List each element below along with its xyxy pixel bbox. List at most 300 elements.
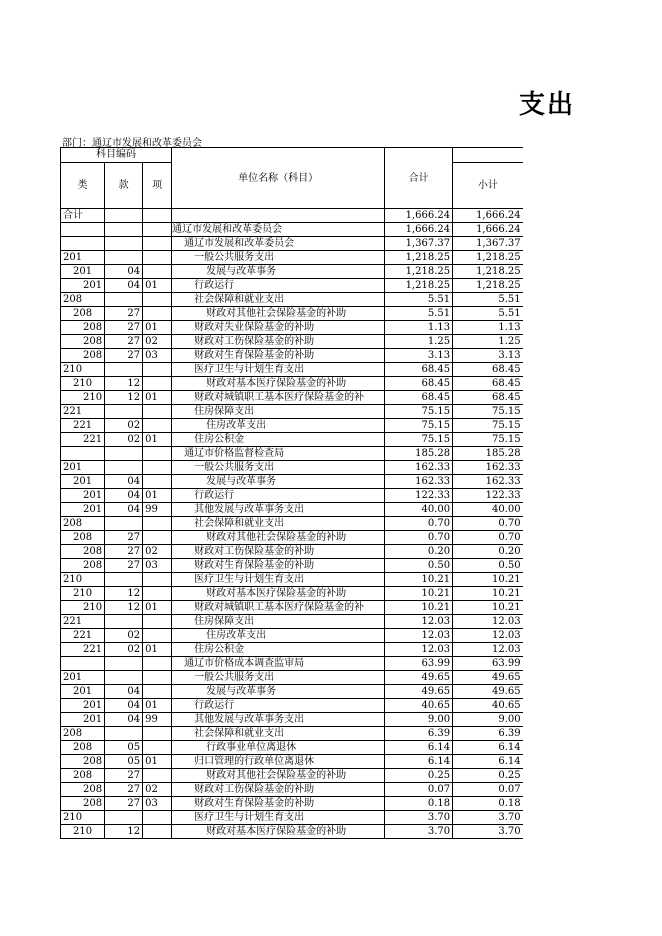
cell-kuan: [105, 517, 143, 531]
cell-xiang: 99: [143, 503, 172, 517]
table-row: [61, 769, 523, 783]
cell-total: 5.51: [385, 307, 453, 321]
cell-kuan: [105, 811, 143, 825]
cell-lei: 201: [61, 489, 105, 503]
cell-kuan: 02: [105, 433, 143, 447]
cell-name: 住房公积金: [172, 643, 385, 657]
cell-lei: [61, 223, 105, 237]
cell-total: 12.03: [385, 643, 453, 657]
cell-subtotal: 10.21: [453, 587, 523, 601]
cell-xiang: 01: [143, 433, 172, 447]
cell-xiang: [143, 419, 172, 433]
table-row: [61, 237, 523, 251]
cell-kuan: 27: [105, 531, 143, 545]
table-row: [61, 433, 523, 447]
table-row: [61, 307, 523, 321]
cell-subtotal: 63.99: [453, 657, 523, 671]
cell-xiang: [143, 657, 172, 671]
cell-name: 社会保障和就业支出: [172, 727, 385, 741]
cell-kuan: 12: [105, 601, 143, 615]
cell-total: 49.65: [385, 685, 453, 699]
cell-lei: 221: [61, 615, 105, 629]
cell-total: 0.25: [385, 769, 453, 783]
cell-subtotal: 1,218.25: [453, 265, 523, 279]
cell-xiang: [143, 461, 172, 475]
cell-kuan: 27: [105, 335, 143, 349]
cell-name: 发展与改革事务: [172, 685, 385, 699]
table-row: [61, 251, 523, 265]
cell-xiang: 02: [143, 783, 172, 797]
table-row: [61, 685, 523, 699]
cell-subtotal: 1,218.25: [453, 279, 523, 293]
cell-kuan: 27: [105, 545, 143, 559]
cell-lei: 201: [61, 475, 105, 489]
cell-lei: 201: [61, 699, 105, 713]
cell-subtotal: 40.65: [453, 699, 523, 713]
cell-xiang: 01: [143, 601, 172, 615]
cell-total: 12.03: [385, 615, 453, 629]
cell-name: 医疗卫生与计划生育支出: [172, 573, 385, 587]
table-row: [61, 825, 523, 839]
cell-kuan: 12: [105, 825, 143, 839]
cell-name: 通辽市发展和改革委员会: [172, 237, 385, 251]
table-row: [61, 629, 523, 643]
cell-name: 其他发展与改革事务支出: [172, 713, 385, 727]
cell-lei: 221: [61, 629, 105, 643]
cell-subtotal: 5.51: [453, 307, 523, 321]
cell-name: 行政运行: [172, 699, 385, 713]
cell-kuan: 05: [105, 755, 143, 769]
cell-subtotal: 0.18: [453, 797, 523, 811]
cell-kuan: 27: [105, 307, 143, 321]
cell-kuan: [105, 293, 143, 307]
department-label: 部门：通辽市发展和改革委员会: [62, 138, 202, 149]
cell-total: 1,666.24: [385, 209, 453, 223]
cell-lei: 208: [61, 335, 105, 349]
cell-xiang: [143, 685, 172, 699]
cell-name: 住房改革支出: [172, 629, 385, 643]
header-total: 合计: [385, 148, 453, 209]
cell-total: 0.70: [385, 531, 453, 545]
cell-kuan: 02: [105, 643, 143, 657]
table-row: [61, 293, 523, 307]
cell-name: 发展与改革事务: [172, 475, 385, 489]
cell-subtotal: 162.33: [453, 475, 523, 489]
table-row: [61, 699, 523, 713]
cell-xiang: 02: [143, 335, 172, 349]
cell-total: 1.25: [385, 335, 453, 349]
table-row: [61, 405, 523, 419]
cell-total: 122.33: [385, 489, 453, 503]
cell-total: 162.33: [385, 461, 453, 475]
cell-xiang: [143, 769, 172, 783]
cell-name: 财政对失业保险基金的补助: [172, 321, 385, 335]
cell-subtotal: 0.70: [453, 531, 523, 545]
cell-lei: 208: [61, 755, 105, 769]
cell-kuan: [105, 447, 143, 461]
cell-kuan: [105, 251, 143, 265]
cell-lei: 210: [61, 825, 105, 839]
cell-xiang: 01: [143, 643, 172, 657]
table-row: [61, 727, 523, 741]
cell-lei: 208: [61, 349, 105, 363]
cell-lei: 221: [61, 405, 105, 419]
cell-lei: 201: [61, 503, 105, 517]
cell-kuan: 27: [105, 349, 143, 363]
cell-lei: 208: [61, 559, 105, 573]
table-row: [61, 657, 523, 671]
cell-xiang: [143, 405, 172, 419]
header-blank: [453, 148, 523, 163]
cell-xiang: [143, 223, 172, 237]
header-subtotal: 小计: [453, 163, 523, 209]
cell-name: 财政对工伤保险基金的补助: [172, 783, 385, 797]
header-code: 科目编码: [61, 148, 172, 163]
cell-total: 5.51: [385, 293, 453, 307]
cell-subtotal: 185.28: [453, 447, 523, 461]
table-row: [61, 489, 523, 503]
cell-lei: 201: [61, 461, 105, 475]
cell-lei: 210: [61, 363, 105, 377]
cell-total: 75.15: [385, 405, 453, 419]
cell-kuan: [105, 223, 143, 237]
table-row: [61, 545, 523, 559]
cell-lei: 210: [61, 377, 105, 391]
cell-name: 一般公共服务支出: [172, 671, 385, 685]
cell-total: 0.50: [385, 559, 453, 573]
table-row: [61, 335, 523, 349]
cell-name: 归口管理的行政单位离退休: [172, 755, 385, 769]
table-row: [61, 671, 523, 685]
cell-kuan: 12: [105, 587, 143, 601]
cell-lei: 221: [61, 419, 105, 433]
cell-subtotal: 40.00: [453, 503, 523, 517]
cell-subtotal: 68.45: [453, 377, 523, 391]
cell-xiang: 02: [143, 545, 172, 559]
cell-xiang: [143, 573, 172, 587]
cell-subtotal: 75.15: [453, 433, 523, 447]
cell-kuan: [105, 573, 143, 587]
cell-name: 财政对基本医疗保险基金的补助: [172, 377, 385, 391]
table-row: [61, 265, 523, 279]
cell-lei: [61, 447, 105, 461]
cell-kuan: [105, 727, 143, 741]
cell-kuan: 27: [105, 797, 143, 811]
cell-total: 75.15: [385, 419, 453, 433]
cell-subtotal: 3.70: [453, 811, 523, 825]
cell-subtotal: 68.45: [453, 391, 523, 405]
cell-total: 40.00: [385, 503, 453, 517]
cell-xiang: 01: [143, 279, 172, 293]
cell-kuan: 04: [105, 685, 143, 699]
cell-total: 75.15: [385, 433, 453, 447]
cell-total: 40.65: [385, 699, 453, 713]
expenditure-table: [60, 147, 523, 839]
cell-total: 6.14: [385, 755, 453, 769]
cell-subtotal: 0.25: [453, 769, 523, 783]
cell-kuan: 02: [105, 629, 143, 643]
table-row: [61, 559, 523, 573]
cell-total: 1,218.25: [385, 279, 453, 293]
cell-xiang: 01: [143, 489, 172, 503]
cell-xiang: [143, 209, 172, 223]
table-row: [61, 377, 523, 391]
table-row: [61, 419, 523, 433]
cell-xiang: [143, 363, 172, 377]
cell-total: 3.13: [385, 349, 453, 363]
cell-xiang: 01: [143, 699, 172, 713]
cell-subtotal: 5.51: [453, 293, 523, 307]
cell-kuan: 04: [105, 713, 143, 727]
table-row: [61, 741, 523, 755]
cell-name: 财政对生育保险基金的补助: [172, 797, 385, 811]
cell-total: 1,218.25: [385, 265, 453, 279]
cell-xiang: 01: [143, 321, 172, 335]
cell-total: 3.70: [385, 811, 453, 825]
cell-total: 3.70: [385, 825, 453, 839]
cell-total: 0.20: [385, 545, 453, 559]
cell-name: 通辽市价格监督检查局: [172, 447, 385, 461]
cell-subtotal: 75.15: [453, 419, 523, 433]
cell-lei: 208: [61, 531, 105, 545]
cell-xiang: [143, 811, 172, 825]
cell-kuan: 12: [105, 391, 143, 405]
cell-name: 社会保障和就业支出: [172, 293, 385, 307]
cell-lei: 合计: [61, 209, 105, 223]
cell-xiang: [143, 307, 172, 321]
cell-kuan: 04: [105, 699, 143, 713]
table-row: [61, 461, 523, 475]
cell-name: 财政对其他社会保险基金的补助: [172, 307, 385, 321]
cell-lei: 208: [61, 517, 105, 531]
cell-lei: 208: [61, 783, 105, 797]
cell-subtotal: 0.70: [453, 517, 523, 531]
cell-subtotal: 10.21: [453, 601, 523, 615]
cell-kuan: [105, 209, 143, 223]
cell-kuan: 27: [105, 321, 143, 335]
cell-total: 0.70: [385, 517, 453, 531]
cell-xiang: [143, 531, 172, 545]
page-title: 支出: [519, 90, 576, 120]
cell-xiang: [143, 237, 172, 251]
cell-name: 通辽市发展和改革委员会: [172, 223, 385, 237]
cell-subtotal: 12.03: [453, 629, 523, 643]
cell-lei: 208: [61, 727, 105, 741]
table-row: [61, 643, 523, 657]
header-lei: 类: [61, 163, 105, 209]
cell-xiang: 03: [143, 797, 172, 811]
cell-subtotal: 1,367.37: [453, 237, 523, 251]
cell-lei: 208: [61, 293, 105, 307]
table-row: [61, 587, 523, 601]
cell-name: 行政运行: [172, 489, 385, 503]
cell-name: 财政对生育保险基金的补助: [172, 349, 385, 363]
cell-xiang: 99: [143, 713, 172, 727]
cell-lei: 210: [61, 601, 105, 615]
cell-kuan: [105, 405, 143, 419]
table-row: [61, 811, 523, 825]
cell-total: 10.21: [385, 601, 453, 615]
cell-subtotal: 3.13: [453, 349, 523, 363]
table-row: [61, 783, 523, 797]
cell-name: 住房改革支出: [172, 419, 385, 433]
table-row: [61, 349, 523, 363]
cell-xiang: [143, 615, 172, 629]
cell-subtotal: 49.65: [453, 685, 523, 699]
cell-total: 162.33: [385, 475, 453, 489]
cell-name: 医疗卫生与计划生育支出: [172, 363, 385, 377]
cell-subtotal: 0.07: [453, 783, 523, 797]
cell-name: 一般公共服务支出: [172, 251, 385, 265]
table-row: [61, 475, 523, 489]
cell-kuan: 04: [105, 475, 143, 489]
table-row: [61, 209, 523, 223]
cell-subtotal: 75.15: [453, 405, 523, 419]
cell-xiang: [143, 293, 172, 307]
cell-subtotal: 0.50: [453, 559, 523, 573]
cell-subtotal: 10.21: [453, 573, 523, 587]
cell-kuan: 27: [105, 559, 143, 573]
cell-kuan: [105, 657, 143, 671]
cell-lei: 208: [61, 797, 105, 811]
cell-total: 6.39: [385, 727, 453, 741]
cell-subtotal: 3.70: [453, 825, 523, 839]
cell-kuan: 04: [105, 279, 143, 293]
cell-name: 财政对基本医疗保险基金的补助: [172, 825, 385, 839]
cell-name: 医疗卫生与计划生育支出: [172, 811, 385, 825]
cell-name: 财政对基本医疗保险基金的补助: [172, 587, 385, 601]
cell-lei: 210: [61, 391, 105, 405]
cell-total: 1,367.37: [385, 237, 453, 251]
table-row: [61, 503, 523, 517]
cell-lei: 208: [61, 307, 105, 321]
cell-xiang: [143, 447, 172, 461]
cell-lei: 221: [61, 433, 105, 447]
cell-kuan: 04: [105, 489, 143, 503]
cell-total: 0.18: [385, 797, 453, 811]
cell-kuan: 05: [105, 741, 143, 755]
cell-name: 住房保障支出: [172, 615, 385, 629]
header-xiang: 项: [143, 163, 172, 209]
cell-xiang: [143, 265, 172, 279]
cell-kuan: [105, 237, 143, 251]
table-row: [61, 363, 523, 377]
cell-lei: 221: [61, 643, 105, 657]
cell-name: 发展与改革事务: [172, 265, 385, 279]
cell-name: [172, 209, 385, 223]
header-name: 单位名称（科目）: [172, 148, 385, 209]
cell-kuan: 27: [105, 783, 143, 797]
cell-kuan: [105, 363, 143, 377]
cell-subtotal: 6.14: [453, 755, 523, 769]
cell-name: 一般公共服务支出: [172, 461, 385, 475]
cell-kuan: [105, 615, 143, 629]
cell-name: 住房保障支出: [172, 405, 385, 419]
cell-lei: [61, 657, 105, 671]
cell-total: 185.28: [385, 447, 453, 461]
cell-name: 其他发展与改革事务支出: [172, 503, 385, 517]
cell-total: 6.14: [385, 741, 453, 755]
cell-total: 0.07: [385, 783, 453, 797]
cell-total: 49.65: [385, 671, 453, 685]
cell-xiang: [143, 671, 172, 685]
header-kuan: 款: [105, 163, 143, 209]
cell-kuan: [105, 671, 143, 685]
cell-total: 9.00: [385, 713, 453, 727]
cell-subtotal: 1.25: [453, 335, 523, 349]
cell-name: 财政对生育保险基金的补助: [172, 559, 385, 573]
cell-xiang: [143, 727, 172, 741]
cell-subtotal: 12.03: [453, 615, 523, 629]
cell-subtotal: 12.03: [453, 643, 523, 657]
table-row: [61, 797, 523, 811]
cell-lei: 210: [61, 587, 105, 601]
cell-subtotal: 6.39: [453, 727, 523, 741]
cell-kuan: 04: [105, 503, 143, 517]
cell-name: 行政运行: [172, 279, 385, 293]
cell-total: 1,666.24: [385, 223, 453, 237]
cell-subtotal: 1,666.24: [453, 223, 523, 237]
cell-name: 通辽市价格成本调查监审局: [172, 657, 385, 671]
cell-xiang: 01: [143, 391, 172, 405]
cell-kuan: 27: [105, 769, 143, 783]
cell-xiang: [143, 475, 172, 489]
cell-xiang: [143, 825, 172, 839]
cell-xiang: [143, 587, 172, 601]
table-row: [61, 517, 523, 531]
cell-kuan: [105, 461, 143, 475]
cell-lei: [61, 237, 105, 251]
cell-name: 住房公积金: [172, 433, 385, 447]
table-row: [61, 573, 523, 587]
cell-total: 12.03: [385, 629, 453, 643]
table-row: [61, 531, 523, 545]
cell-subtotal: 9.00: [453, 713, 523, 727]
cell-total: 10.21: [385, 573, 453, 587]
table-row: [61, 601, 523, 615]
cell-total: 63.99: [385, 657, 453, 671]
cell-subtotal: 49.65: [453, 671, 523, 685]
cell-lei: 208: [61, 321, 105, 335]
table-row: [61, 279, 523, 293]
cell-total: 1,218.25: [385, 251, 453, 265]
cell-total: 10.21: [385, 587, 453, 601]
cell-xiang: 03: [143, 349, 172, 363]
cell-subtotal: 1,666.24: [453, 209, 523, 223]
cell-subtotal: 0.20: [453, 545, 523, 559]
cell-xiang: 01: [143, 755, 172, 769]
cell-xiang: 03: [143, 559, 172, 573]
cell-total: 1.13: [385, 321, 453, 335]
table-row: [61, 447, 523, 461]
cell-kuan: 04: [105, 265, 143, 279]
cell-subtotal: 122.33: [453, 489, 523, 503]
cell-name: 社会保障和就业支出: [172, 517, 385, 531]
table-row: [61, 755, 523, 769]
table-body: [61, 209, 523, 839]
cell-subtotal: 1,218.25: [453, 251, 523, 265]
cell-name: 财政对城镇职工基本医疗保险基金的补: [172, 391, 385, 405]
cell-xiang: [143, 251, 172, 265]
cell-name: 财政对其他社会保险基金的补助: [172, 769, 385, 783]
cell-name: 财政对城镇职工基本医疗保险基金的补: [172, 601, 385, 615]
cell-total: 68.45: [385, 363, 453, 377]
cell-lei: 201: [61, 671, 105, 685]
cell-lei: 208: [61, 769, 105, 783]
cell-name: 财政对工伤保险基金的补助: [172, 545, 385, 559]
table-row: [61, 615, 523, 629]
cell-lei: 201: [61, 685, 105, 699]
